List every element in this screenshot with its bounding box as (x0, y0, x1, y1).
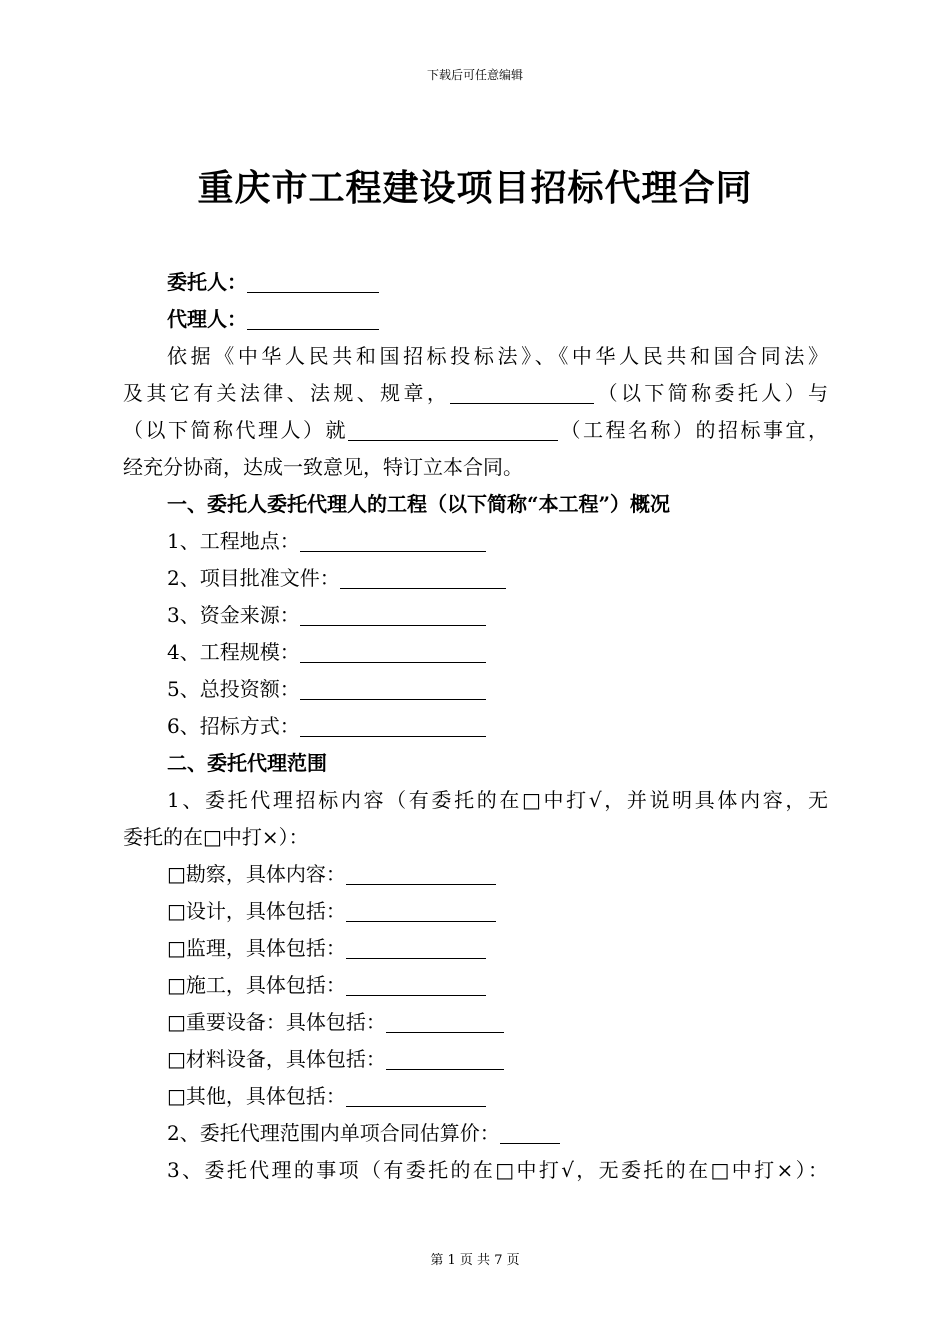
item-blank (300, 527, 486, 552)
party-name-blank (450, 379, 594, 404)
agent-line (123, 301, 828, 338)
item-blank (340, 564, 506, 589)
client-line (123, 264, 828, 301)
item-label: 5、总投资额： (167, 677, 300, 701)
item-label: 6、招标方式： (167, 714, 300, 738)
intro-line-1: 依据《中华人民共和国招标投标法》、《中华人民共和国合同法》 (167, 344, 828, 368)
item-label: 1、工程地点： (167, 529, 300, 553)
intro-line-2a: 及其它有关法律、法规、规章， (123, 381, 451, 405)
intro-line-3a: （以下简称代理人）就 (123, 418, 348, 442)
option-label: □重要设备：具体包括： (167, 1010, 386, 1034)
scope-option (123, 856, 828, 893)
item-label: 4、工程规模： (167, 640, 300, 664)
option-blank (346, 934, 486, 959)
item-blank (300, 638, 486, 663)
item-label: 3、资金来源： (167, 603, 300, 627)
section1-heading: 一、委托人委托代理人的工程（以下简称“本工程”）概况 (167, 492, 671, 516)
item-blank (300, 712, 486, 737)
option-label: □施工，具体包括： (167, 973, 346, 997)
option-label: □材料设备，具体包括： (167, 1047, 386, 1071)
document-body (123, 264, 828, 1189)
intro-line-3 (123, 412, 828, 449)
option-label: □勘察，具体内容： (167, 862, 346, 886)
intro-line-2 (123, 375, 828, 412)
option-blank (346, 971, 486, 996)
section2-item2 (123, 1115, 828, 1152)
estimate-blank (500, 1119, 560, 1144)
scope-option (123, 1078, 828, 1115)
intro-line-3b: （工程名称）的招标事宜， (558, 418, 828, 442)
client-label: 委托人： (167, 270, 247, 294)
option-blank (346, 860, 496, 885)
section2-item1-line1: 1、委托代理招标内容（有委托的在□中打√，并说明具体内容，无 (167, 788, 828, 812)
item2-label: 2、委托代理范围内单项合同估算价： (167, 1121, 500, 1145)
item-label: 2、项目批准文件： (167, 566, 340, 590)
page-footer: 第 1 页 共 7 页 (430, 1253, 520, 1268)
section1-item (123, 560, 828, 597)
section1-item (123, 523, 828, 560)
item-blank (300, 601, 486, 626)
option-label: □设计，具体包括： (167, 899, 346, 923)
agent-blank (247, 305, 379, 330)
option-blank (386, 1045, 504, 1070)
section2-item3: 3、委托代理的事项（有委托的在□中打√，无委托的在□中打×）： (167, 1158, 828, 1182)
section2-item1-line2: 委托的在□中打×）： (123, 825, 309, 849)
project-name-blank (348, 416, 558, 441)
scope-option (123, 1041, 828, 1078)
client-blank (247, 268, 379, 293)
agent-label: 代理人： (167, 307, 247, 331)
intro-line-4: 经充分协商，达成一致意见，特订立本合同。 (123, 455, 523, 479)
option-blank (346, 897, 496, 922)
section1-item (123, 634, 828, 671)
header-note: 下载后可任意编辑 (426, 68, 523, 82)
section1-item (123, 708, 828, 745)
option-blank (346, 1082, 486, 1107)
option-label: □其他，具体包括： (167, 1084, 346, 1108)
item-blank (300, 675, 486, 700)
scope-option (123, 1004, 828, 1041)
option-blank (386, 1008, 504, 1033)
intro-line-2b: （以下简称委托人）与 (594, 381, 828, 405)
section2-heading: 二、委托代理范围 (167, 751, 327, 775)
scope-option (123, 930, 828, 967)
option-label: □监理，具体包括： (167, 936, 346, 960)
section1-item (123, 671, 828, 708)
section1-item (123, 597, 828, 634)
scope-option (123, 967, 828, 1004)
scope-option (123, 893, 828, 930)
document-title: 重庆市工程建设项目招标代理合同 (197, 167, 753, 209)
